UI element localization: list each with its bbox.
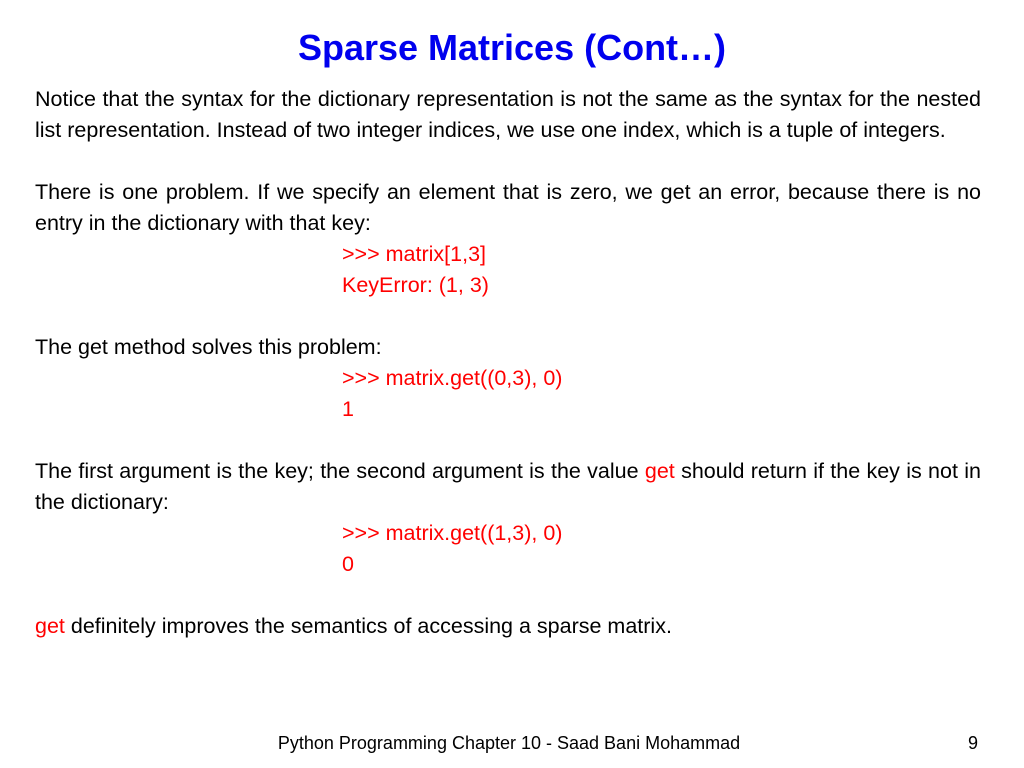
paragraph-conclusion xyxy=(35,611,981,642)
code-line-get-result: 1 xyxy=(342,397,354,421)
footer-text: Python Programming Chapter 10 - Saad Bani Mohammad xyxy=(277,733,741,753)
spacer xyxy=(35,146,981,177)
spacer xyxy=(35,301,981,332)
code-line-get-default-result: 0 xyxy=(342,552,354,576)
code-line-matrix-index: >>> matrix[1,3] xyxy=(342,242,487,266)
paragraph-get-arguments-start: The first argument is the key; the second argument is the value xyxy=(35,459,645,483)
paragraph-conclusion-text: definitely improves the semantics of accessing a sparse matrix. xyxy=(64,614,672,638)
spacer xyxy=(35,425,981,456)
page-number: 9 xyxy=(967,733,978,753)
code-line-get-call-missing-key: >>> matrix.get((1,3), 0) xyxy=(342,521,563,545)
keyword-get: get xyxy=(35,614,65,638)
spacer xyxy=(35,580,981,611)
code-line-get-call: >>> matrix.get((0,3), 0) xyxy=(342,366,563,390)
paragraph-dictionary-syntax: Notice that the syntax for the dictionary representation is not the same as the syntax for the nested list representation. Instead of two integer indices, we use one index, which is a tuple of integers. xyxy=(35,87,981,142)
paragraph-zero-element-problem: There is one problem. If we specify an element that is zero, we get an error, because there is no entry in the dictionary with that key: xyxy=(35,180,981,235)
slide-title: Sparse Matrices (Cont…) xyxy=(297,27,727,68)
paragraph-get-method: The get method solves this problem: xyxy=(35,335,382,359)
paragraph-get-arguments xyxy=(35,456,981,518)
code-line-key-error: KeyError: (1, 3) xyxy=(342,273,489,297)
slide-body xyxy=(35,84,981,642)
keyword-get: get xyxy=(644,459,675,483)
paragraph-get-arguments-end: should return if the key is not in the dictionary: xyxy=(35,459,981,514)
